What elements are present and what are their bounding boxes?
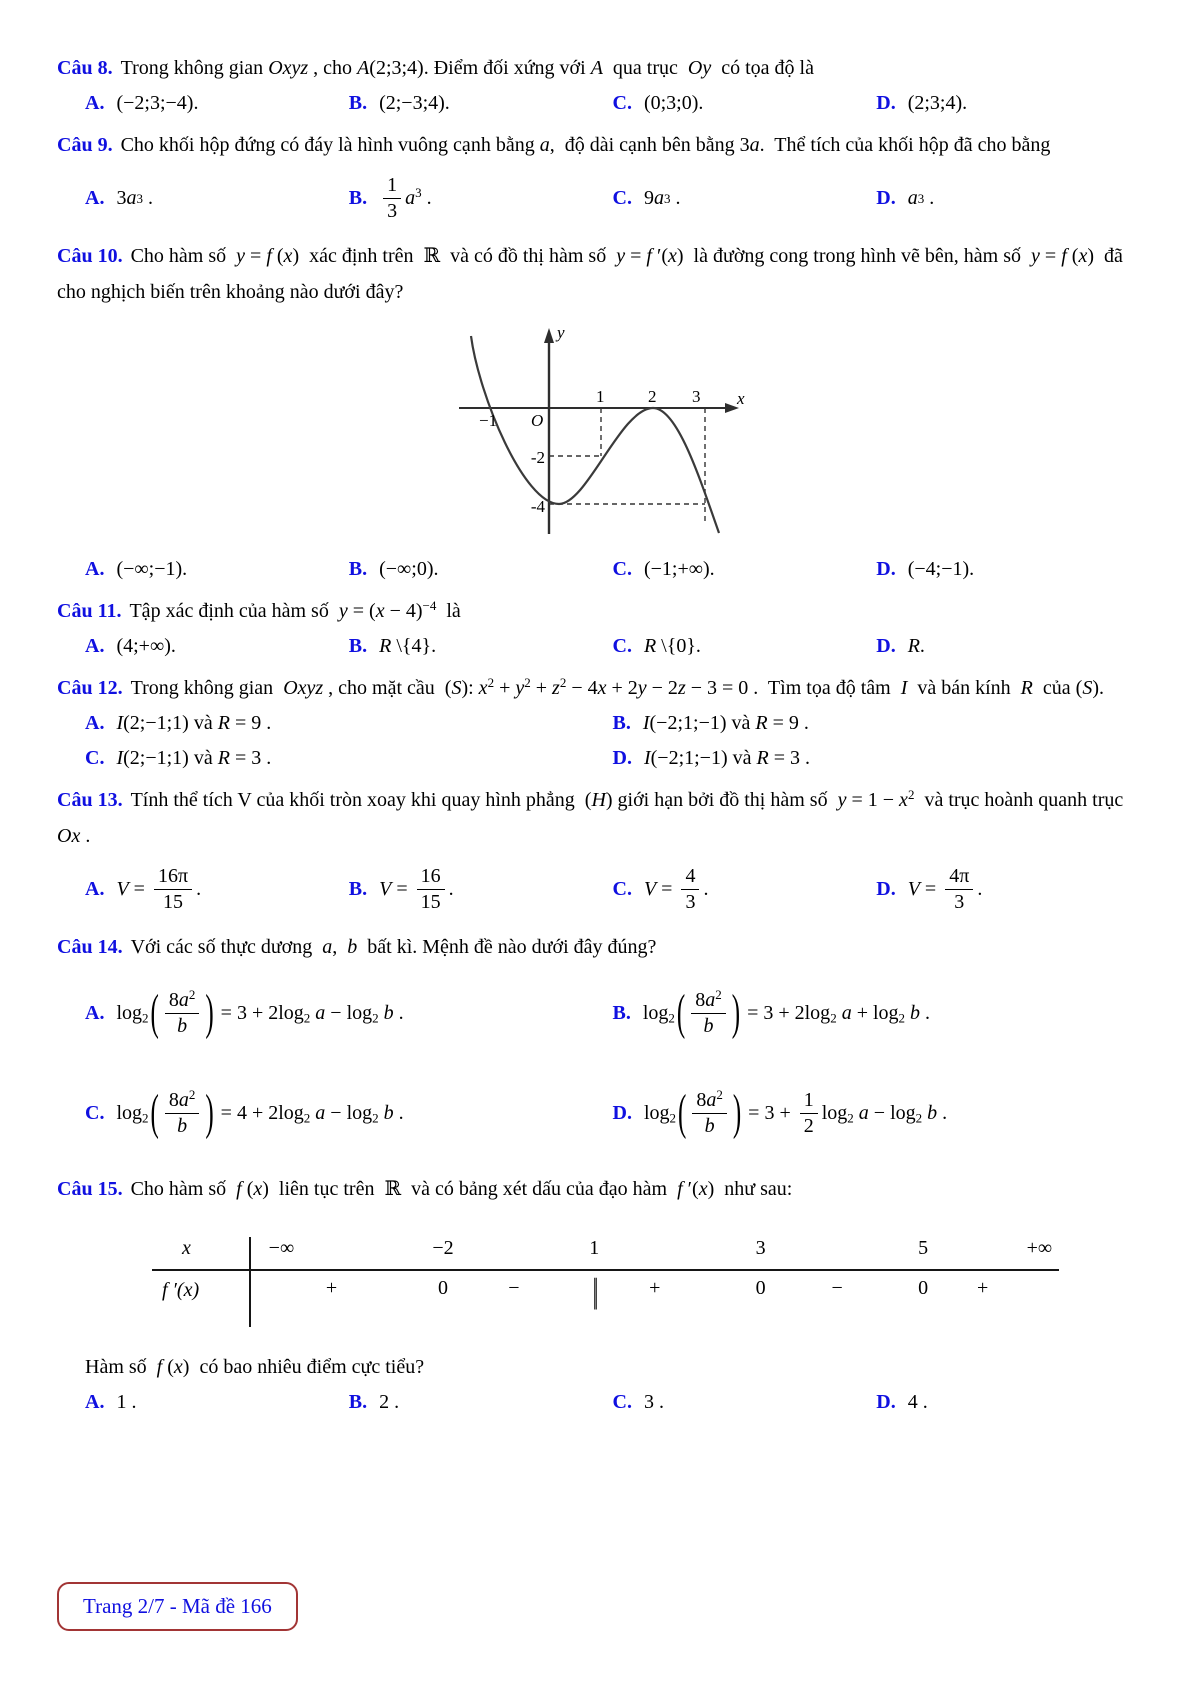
question-10-option-b [349, 558, 613, 581]
question-11-options [57, 635, 1140, 658]
table-row-fprime-label: f ′(x) [162, 1279, 200, 1301]
right-paren: ) [732, 1086, 742, 1140]
question-12-options-row1 [57, 712, 1140, 735]
table-x-value: 5 [918, 1237, 929, 1259]
tick-minus1: −1 [478, 411, 497, 430]
graph-svg [449, 316, 749, 546]
question-11-option-b [349, 635, 613, 658]
right-paren: ) [205, 986, 214, 1040]
left-paren: ( [150, 986, 159, 1040]
question-12-option-b [613, 712, 1141, 735]
derivative-graph [449, 316, 749, 552]
option-letter: B. [348, 92, 368, 114]
option-letter: D. [876, 1391, 896, 1413]
right-paren: ) [731, 986, 741, 1040]
option-content: I (−2;1;−1) và R = 3 . [643, 747, 810, 769]
option-content: log2 ( $\frac{8a^2}{b}$ ) = 3 + $\frac{1}{2}$ log2 a − log2 b . [643, 1086, 948, 1140]
option-letter: B. [612, 712, 631, 734]
option-letter: D. [876, 187, 896, 209]
question-14-options-row1 [57, 971, 1140, 1055]
fraction: $\frac{1}{3}$ [383, 173, 401, 224]
option-letter: A. [85, 558, 105, 580]
tick-minus2: -2 [530, 448, 545, 467]
option-content: 2 . [379, 1391, 400, 1413]
option-content: (−4;−1). [907, 558, 975, 580]
question-15 [57, 1171, 1140, 1414]
y-axis-label: y [556, 323, 565, 342]
fraction: $\frac{8a^2}{b}$ [165, 988, 200, 1039]
option-content: log2 ( $\frac{8a^2}{b}$ ) = 3 + 2log2 a + log2 b . [642, 986, 931, 1040]
option-content: V = $\frac{16}{15}$ . [379, 865, 454, 913]
question-15-tail: Hàm số f (x) có bao nhiêu điểm cực tiểu? [85, 1356, 425, 1378]
option-letter: C. [612, 187, 632, 209]
question-12-option-d [613, 747, 1141, 770]
option-content: R . [907, 635, 925, 657]
question-14-label: Câu 14. [57, 936, 123, 958]
option-content: (2;3;4). [907, 92, 968, 114]
sign-table [152, 1235, 1097, 1335]
option-content: $\frac{1}{3}$ $a^3$ . [379, 173, 432, 224]
option-content: log2 ( $\frac{8a^2}{b}$ ) = 4 + 2log2 a − log2 b . [116, 1086, 404, 1140]
question-10-option-a [85, 558, 349, 581]
option-letter: B. [348, 635, 368, 657]
option-content: R \{0}. [643, 635, 701, 657]
tick-1: 1 [595, 387, 604, 406]
tick-minus4: -4 [530, 497, 545, 516]
question-15-option-c [613, 1391, 877, 1414]
question-9-option-d [876, 187, 1140, 210]
question-14-option-c [85, 1088, 613, 1139]
question-14-option-b [613, 988, 1141, 1039]
question-11-option-a [85, 635, 349, 658]
question-9 [57, 127, 1140, 224]
option-letter: A. [85, 187, 105, 209]
question-8-label: Câu 8. [57, 57, 113, 79]
question-10-options [57, 558, 1140, 581]
page-footer-badge [57, 1582, 298, 1631]
question-12-options-row2 [57, 747, 1140, 770]
option-letter: A. [85, 1001, 105, 1024]
left-paren: ( [678, 1086, 687, 1140]
option-content: a 3 . [907, 187, 935, 209]
question-10-label: Câu 10. [57, 245, 123, 267]
right-paren: ) [205, 1086, 214, 1140]
question-10 [57, 238, 1140, 581]
option-content: 9 a 3 . [643, 187, 681, 209]
question-13-option-d [876, 864, 1140, 915]
question-11-option-d [876, 635, 1140, 658]
question-9-options [57, 173, 1140, 224]
fraction: $\frac{8a^2}{b}$ [692, 1088, 727, 1139]
footer-text: Trang 2/7 - Mã đề 166 [83, 1594, 272, 1618]
table-sign: 0 [755, 1277, 766, 1299]
option-content: (4;+∞). [116, 635, 176, 657]
option-content: I (2;−1;1) và R = 3 . [116, 747, 272, 769]
question-14 [57, 929, 1140, 1155]
question-12-label: Câu 12. [57, 677, 123, 699]
option-letter: A. [85, 92, 105, 114]
table-sign: + [325, 1277, 338, 1299]
question-9-option-c [613, 187, 877, 210]
option-content: (−∞;0). [379, 558, 439, 580]
fraction: $\frac{16\pi}{15}$ [154, 864, 192, 915]
question-8-options [57, 92, 1140, 115]
question-13-stem: Tính thể tích V của khối tròn xoay khi quay hình phẳng (H) giới hạn bởi đồ thị hàm số $y = 1 - x^2$ và trục hoành quanh trục Ox . [57, 786, 1134, 847]
table-x-value: −2 [432, 1237, 454, 1259]
table-sign: + [649, 1277, 661, 1299]
question-9-option-a [85, 187, 349, 210]
option-letter: A. [85, 712, 105, 734]
question-10-option-c [613, 558, 877, 581]
option-letter: C. [612, 92, 632, 114]
option-letter: D. [876, 92, 896, 114]
option-content: I (2;−1;1) và R = 9 . [116, 712, 272, 734]
option-letter: C. [85, 747, 105, 769]
question-13-label: Câu 13. [57, 789, 123, 811]
option-letter: B. [348, 878, 368, 900]
question-14-option-d [613, 1088, 1141, 1139]
question-11-option-c [613, 635, 877, 658]
option-content: 3 a 3 . [116, 187, 153, 209]
table-x-value: +∞ [1026, 1237, 1053, 1259]
question-8-option-d [876, 92, 1140, 115]
question-13-option-a [85, 864, 349, 915]
question-13 [57, 782, 1140, 915]
question-10-stem: Cho hàm số y = f (x) xác định trên ℝ và có đồ thị hàm số y = f ′(x) là đường cong trong hình vẽ bên, hàm số y = f (x) đã cho nghịch biến trên khoảng nào dưới đây? [57, 245, 1128, 303]
option-content: V = $\frac{16\pi}{15}$ . [116, 865, 202, 913]
question-15-option-d [876, 1391, 1140, 1414]
option-letter: A. [85, 1391, 105, 1413]
option-letter: D. [612, 747, 632, 769]
table-x-value: 3 [755, 1237, 766, 1259]
table-sign: + [977, 1277, 989, 1299]
fraction: $\frac{4}{3}$ [681, 864, 699, 915]
y-axis-arrow [544, 328, 554, 343]
question-14-stem: Với các số thực dương a, b bất kì. Mệnh đề nào dưới đây đúng? [130, 936, 657, 958]
question-13-option-c [613, 864, 877, 915]
option-letter: D. [612, 1101, 632, 1124]
option-content: 3 . [643, 1391, 664, 1413]
question-14-options-row2 [57, 1071, 1140, 1155]
question-9-option-b [349, 173, 613, 224]
option-content: (−2;3;−4). [116, 92, 199, 114]
question-8-option-a [85, 92, 349, 115]
tick-3: 3 [691, 387, 700, 406]
fraction: $\frac{8a^2}{b}$ [165, 1088, 200, 1139]
option-content: V = $\frac{4\pi}{3}$ . [907, 865, 983, 913]
option-content: I (−2;1;−1) và R = 9 . [642, 712, 809, 734]
option-letter: A. [85, 878, 105, 900]
option-letter: C. [612, 635, 632, 657]
table-vertical-line [249, 1237, 251, 1327]
table-x-value: −∞ [268, 1237, 295, 1259]
option-letter: C. [612, 558, 632, 580]
question-8-stem: Trong không gian Oxyz , cho A(2;3;4). Điểm đối xứng với A qua trục Oy có tọa độ là [120, 57, 814, 79]
table-horizontal-line [152, 1269, 1059, 1271]
question-13-option-b [349, 864, 613, 915]
option-content: (2;−3;4). [379, 92, 450, 114]
left-paren: ( [676, 986, 686, 1040]
question-12-stem: Trong không gian Oxyz , cho mặt cầu (S): $x^2 + y^2 + z^2 - 4x + 2y - 2z - 3 = 0$ . Tìm tọa độ tâm I và bán kính R của (S). [130, 674, 1104, 699]
table-sign: − [508, 1277, 520, 1299]
question-11 [57, 593, 1140, 658]
question-9-stem: Cho khối hộp đứng có đáy là hình vuông cạnh bằng a, độ dài cạnh bên bằng 3a. Thể tích của khối hộp đã cho bằng [120, 134, 1051, 156]
table-sign: − [831, 1277, 843, 1299]
option-letter: C. [612, 878, 632, 900]
question-15-option-b [349, 1391, 613, 1414]
option-content: (0;3;0). [643, 92, 704, 114]
left-paren: ( [150, 1086, 159, 1140]
option-letter: B. [348, 187, 368, 209]
option-letter: D. [876, 635, 896, 657]
option-content: (−1;+∞). [643, 558, 715, 580]
question-8-option-c [613, 92, 877, 115]
question-11-label: Câu 11. [57, 600, 122, 622]
question-10-option-d [876, 558, 1140, 581]
option-content: V = $\frac{4}{3}$ . [643, 865, 709, 913]
fraction: $\frac{8a^2}{b}$ [691, 988, 726, 1039]
x-axis-label: x [736, 389, 745, 408]
question-14-option-a [85, 988, 613, 1039]
question-15-label: Câu 15. [57, 1178, 123, 1200]
fraction: $\frac{1}{2}$ [800, 1088, 818, 1139]
question-12-option-a [85, 712, 613, 735]
question-13-options [57, 864, 1140, 915]
option-letter: C. [85, 1101, 105, 1124]
table-row-x-label: x [182, 1237, 191, 1259]
origin-label: O [530, 411, 543, 430]
table-sign: 0 [438, 1277, 449, 1299]
question-8 [57, 50, 1140, 115]
table-x-value: 1 [589, 1237, 600, 1259]
option-content: 1 . [116, 1391, 137, 1413]
option-letter: C. [612, 1391, 632, 1413]
option-letter: B. [348, 558, 368, 580]
option-letter: D. [876, 878, 896, 900]
question-15-stem: Cho hàm số f (x) liên tục trên ℝ và có bảng xét dấu của đạo hàm f ′(x) như sau: [130, 1178, 793, 1200]
option-letter: D. [876, 558, 896, 580]
option-content: R \{4}. [379, 635, 437, 657]
question-11-stem: Tập xác định của hàm số $y = (x - 4)^{-4}$ là [129, 597, 461, 622]
table-double-bar: || [592, 1272, 596, 1311]
option-letter: B. [612, 1001, 631, 1024]
tick-2: 2 [647, 387, 656, 406]
question-8-option-b [349, 92, 613, 115]
option-letter: B. [348, 1391, 368, 1413]
table-sign: 0 [918, 1277, 929, 1299]
option-letter: A. [85, 635, 105, 657]
fraction: $\frac{16}{15}$ [417, 864, 445, 915]
option-content: (−∞;−1). [116, 558, 188, 580]
question-12-option-c [85, 747, 613, 770]
question-12 [57, 670, 1140, 770]
option-content: log2 ( $\frac{8a^2}{b}$ ) = 3 + 2log2 a − log2 b . [116, 986, 404, 1040]
question-15-option-a [85, 1391, 349, 1414]
option-content: 4 . [907, 1391, 928, 1413]
fraction: $\frac{4\pi}{3}$ [945, 864, 973, 915]
question-15-options [57, 1391, 1140, 1414]
question-9-label: Câu 9. [57, 134, 113, 156]
